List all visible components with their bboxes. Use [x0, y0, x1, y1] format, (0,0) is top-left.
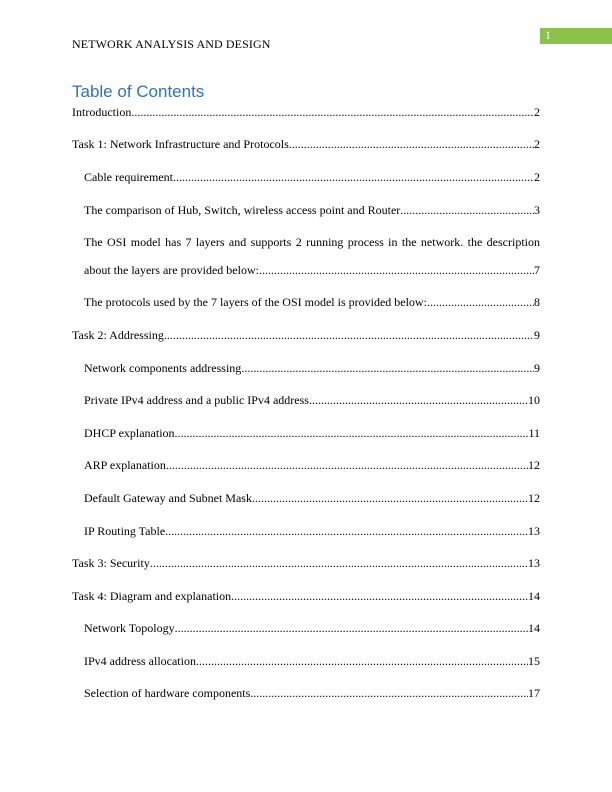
- dot-leader: [252, 491, 528, 505]
- toc-entry-page: 14: [528, 621, 540, 635]
- dot-leader: [131, 105, 534, 119]
- dot-leader: [400, 203, 534, 217]
- toc-entry-label: The comparison of Hub, Switch, wireless access point and Router: [84, 203, 401, 217]
- running-header: NETWORK ANALYSIS AND DESIGN: [72, 37, 271, 51]
- toc-entry-label: Selection of hardware components: [84, 686, 251, 700]
- dot-leader: [250, 686, 528, 700]
- toc-entry-routing-table[interactable]: [84, 524, 540, 538]
- toc-entry-page: 12: [528, 491, 540, 505]
- toc-title: Table of Contents: [72, 82, 205, 101]
- toc-entry-label: Task 1: Network Infrastructure and Protocols: [72, 137, 289, 151]
- toc-entry-page: 17: [528, 686, 540, 700]
- toc-entry-label: Default Gateway and Subnet Mask: [84, 491, 252, 505]
- toc-entry-page: 14: [528, 589, 540, 603]
- toc-entry-network-topology[interactable]: [84, 621, 540, 635]
- toc-entry-label: Introduction: [72, 105, 132, 119]
- toc-entry-label: IP Routing Table: [84, 524, 166, 538]
- page-number: 1: [545, 28, 551, 42]
- toc-entry-label: Network components addressing: [84, 361, 242, 375]
- toc-entry-private-public-ipv4[interactable]: [84, 393, 540, 407]
- toc-entry-task1[interactable]: [72, 137, 540, 151]
- toc-entry-page: 12: [528, 458, 540, 472]
- toc-entry-comparison[interactable]: [84, 203, 540, 217]
- toc-entry-page: 13: [528, 556, 540, 570]
- toc-entry-page: 9: [534, 361, 540, 375]
- toc-entry-page: 2: [534, 105, 540, 119]
- dot-leader: [175, 426, 529, 440]
- dot-leader: [241, 361, 534, 375]
- toc-entry-label: Task 3: Security: [72, 556, 150, 570]
- page-number-badge: [540, 28, 612, 44]
- toc-entry-introduction[interactable]: [72, 105, 540, 119]
- dot-leader: [309, 393, 528, 407]
- toc-entry-arp[interactable]: [84, 458, 540, 472]
- dot-leader: [427, 295, 534, 309]
- toc-entry-label: about the layers are provided below:: [84, 263, 259, 277]
- toc-entry-page: 9: [534, 328, 540, 342]
- dot-leader: [164, 328, 534, 342]
- toc-entry-hardware-selection[interactable]: [84, 686, 540, 700]
- toc-entry-label: IPv4 address allocation: [84, 654, 196, 668]
- dot-leader: [231, 589, 528, 603]
- toc-entry-network-components[interactable]: [84, 361, 540, 375]
- toc-entry-osi-line1[interactable]: The OSI model has 7 layers and supports 2 running process in the network. the description: [84, 235, 540, 249]
- toc-entry-page: 7: [534, 263, 540, 277]
- dot-leader: [289, 137, 534, 151]
- toc-entry-label: DHCP explanation: [84, 426, 175, 440]
- dot-leader: [259, 263, 534, 277]
- toc-entry-label: Task 2: Addressing: [72, 328, 164, 342]
- toc-entry-task4[interactable]: [72, 589, 540, 603]
- toc-entry-osi[interactable]: [84, 263, 540, 277]
- toc-entry-page: 3: [534, 203, 540, 217]
- toc-entry-page: 15: [528, 654, 540, 668]
- toc-entry-label: The protocols used by the 7 layers of the OSI model is provided below:: [84, 295, 427, 309]
- toc-entry-page: 8: [534, 295, 540, 309]
- toc-entry-page: 10: [528, 393, 540, 407]
- dot-leader: [166, 458, 528, 472]
- toc-entry-dhcp[interactable]: [84, 426, 540, 440]
- dot-leader: [150, 556, 528, 570]
- toc-entry-task3[interactable]: [72, 556, 540, 570]
- toc-entry-page: 11: [528, 426, 540, 440]
- toc-entry-page: 2: [534, 170, 540, 184]
- toc-entry-label: Private IPv4 address and a public IPv4 address: [84, 393, 309, 407]
- toc-entry-protocols[interactable]: [84, 295, 540, 309]
- toc-entry-label: Task 4: Diagram and explanation: [72, 589, 232, 603]
- dot-leader: [173, 170, 534, 184]
- toc-entry-task2[interactable]: [72, 328, 540, 342]
- toc-entry-gateway-subnet[interactable]: [84, 491, 540, 505]
- toc-entry-label: Network Topology: [84, 621, 175, 635]
- dot-leader: [165, 524, 528, 538]
- dot-leader: [196, 654, 528, 668]
- toc-entry-ipv4-allocation[interactable]: [84, 654, 540, 668]
- toc-entry-page: 2: [534, 137, 540, 151]
- dot-leader: [175, 621, 528, 635]
- toc-entry-cable-requirement[interactable]: [84, 170, 540, 184]
- toc-entry-label: Cable requirement: [84, 170, 173, 184]
- toc-entry-label: ARP explanation: [84, 458, 166, 472]
- toc-entry-page: 13: [528, 524, 540, 538]
